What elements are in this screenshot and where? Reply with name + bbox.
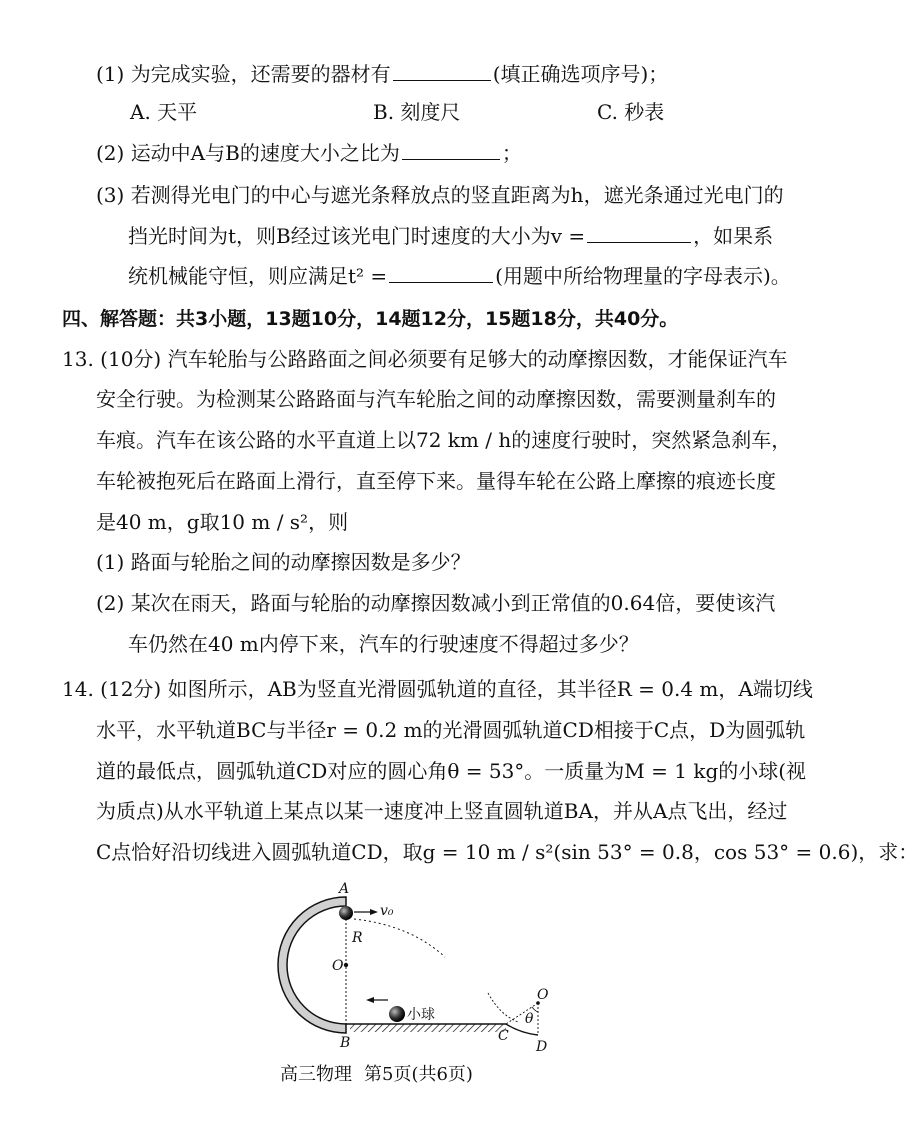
q12-part3-line3-text: 统机械能守恒，则应满足t² =: [128, 264, 388, 288]
label-d: D: [536, 1039, 548, 1055]
q12-part1-text: (1) 为完成实验，还需要的器材有: [96, 62, 391, 86]
option-b: B. 刻度尺: [373, 100, 461, 124]
track-diagram: [270, 875, 570, 1055]
option-a: A. 天平: [130, 100, 198, 124]
q14-line: 14. (12分) 如图所示，AB为竖直光滑圆弧轨道的直径，其半径R = 0.4 m，A端切线: [62, 677, 813, 701]
v0-arrowhead: [370, 909, 378, 915]
page-footer: [280, 1062, 485, 1088]
q13-sub1: (1) 路面与轮胎之间的动摩擦因数是多少？: [96, 550, 471, 574]
ground-hatch: [350, 1024, 506, 1032]
q13-line: 车轮被抱死后在路面上滑行，直至停下来。量得车轮在公路上摩擦的痕迹长度: [96, 469, 776, 493]
q12-part1-note: (填正确选项序号)；: [492, 62, 669, 86]
q13-line: 是40 m，g取10 m / s²，则: [96, 510, 349, 534]
label-a: A: [339, 881, 350, 897]
velocity-arrowhead: [366, 997, 374, 1003]
ball-moving: [389, 1006, 405, 1022]
q12-part2-text: (2) 运动中A与B的速度大小之比为: [96, 141, 400, 165]
q13-line: 13. (10分) 汽车轮胎与公路路面之间必须要有足够大的动摩擦因数，才能保证汽车: [62, 347, 788, 371]
q12-part2: [96, 139, 522, 167]
arc-cd-guide: [488, 993, 518, 1022]
q13-sub2-line2: 车仍然在40 m内停下来，汽车的行驶速度不得超过多少？: [128, 632, 639, 656]
option-c: C. 秒表: [597, 100, 665, 124]
footer-page-number: 第5页(共6页): [364, 1064, 473, 1085]
section-heading: 四、解答题：共3小题，13题10分，14题12分，15题18分，共40分。: [62, 308, 679, 330]
answer-blank[interactable]: [393, 62, 491, 81]
label-o2: O: [537, 987, 549, 1003]
q12-part3-line3: [128, 262, 791, 290]
answer-blank[interactable]: [402, 141, 500, 160]
q14-line: C点恰好沿切线进入圆弧轨道CD，取g = 10 m / s²(sin 53° = 0.8，cos 53° = 0.6)，求：: [96, 840, 918, 864]
label-ball: 小球: [407, 1007, 435, 1023]
q14-line: 为质点)从水平轨道上某点以某一速度冲上竖直圆轨道BA，并从A点飞出，经过: [96, 799, 788, 823]
q13-line: 车痕。汽车在该公路的水平直道上以72 km / h的速度行驶时，突然紧急刹车，: [96, 428, 792, 452]
q12-part3-line2-end: ，如果系: [693, 224, 774, 248]
q12-part3-line1: (3) 若测得光电门的中心与遮光条释放点的竖直距离为h，遮光条通过光电门的: [96, 183, 784, 207]
label-theta: θ: [525, 1011, 534, 1027]
label-r: R: [352, 930, 363, 946]
answer-blank[interactable]: [587, 224, 691, 243]
q12-part2-end: ；: [501, 141, 522, 165]
footer-subject: 高三物理: [280, 1064, 352, 1085]
q14-line: 水平，水平轨道BC与半径r = 0.2 m的光滑圆弧轨道CD相接于C点，D为圆弧轨: [96, 718, 806, 742]
label-v0: v₀: [380, 903, 394, 919]
answer-blank[interactable]: [389, 264, 493, 283]
ball-at-a: [339, 906, 353, 920]
label-o: O: [332, 958, 344, 974]
label-c: C: [498, 1028, 509, 1044]
label-b: B: [340, 1035, 351, 1051]
q14-line: 道的最低点，圆弧轨道CD对应的圆心角θ = 53°。一质量为M = 1 kg的小球(视: [96, 759, 807, 783]
q12-part1: [96, 60, 668, 88]
q12-part3-line2-text: 挡光时间为t，则B经过该光电门时速度的大小为v =: [128, 224, 586, 248]
q13-line: 安全行驶。为检测某公路路面与汽车轮胎之间的动摩擦因数，需要测量刹车的: [96, 387, 776, 411]
center-dot: [344, 963, 348, 967]
trajectory: [354, 919, 445, 957]
q12-part3-line2: [128, 222, 773, 250]
q13-sub2-line1: (2) 某次在雨天，路面与轮胎的动摩擦因数减小到正常值的0.64倍，要使该汽: [96, 591, 776, 615]
q12-part3-line3-end: (用题中所给物理量的字母表示)。: [495, 264, 791, 288]
